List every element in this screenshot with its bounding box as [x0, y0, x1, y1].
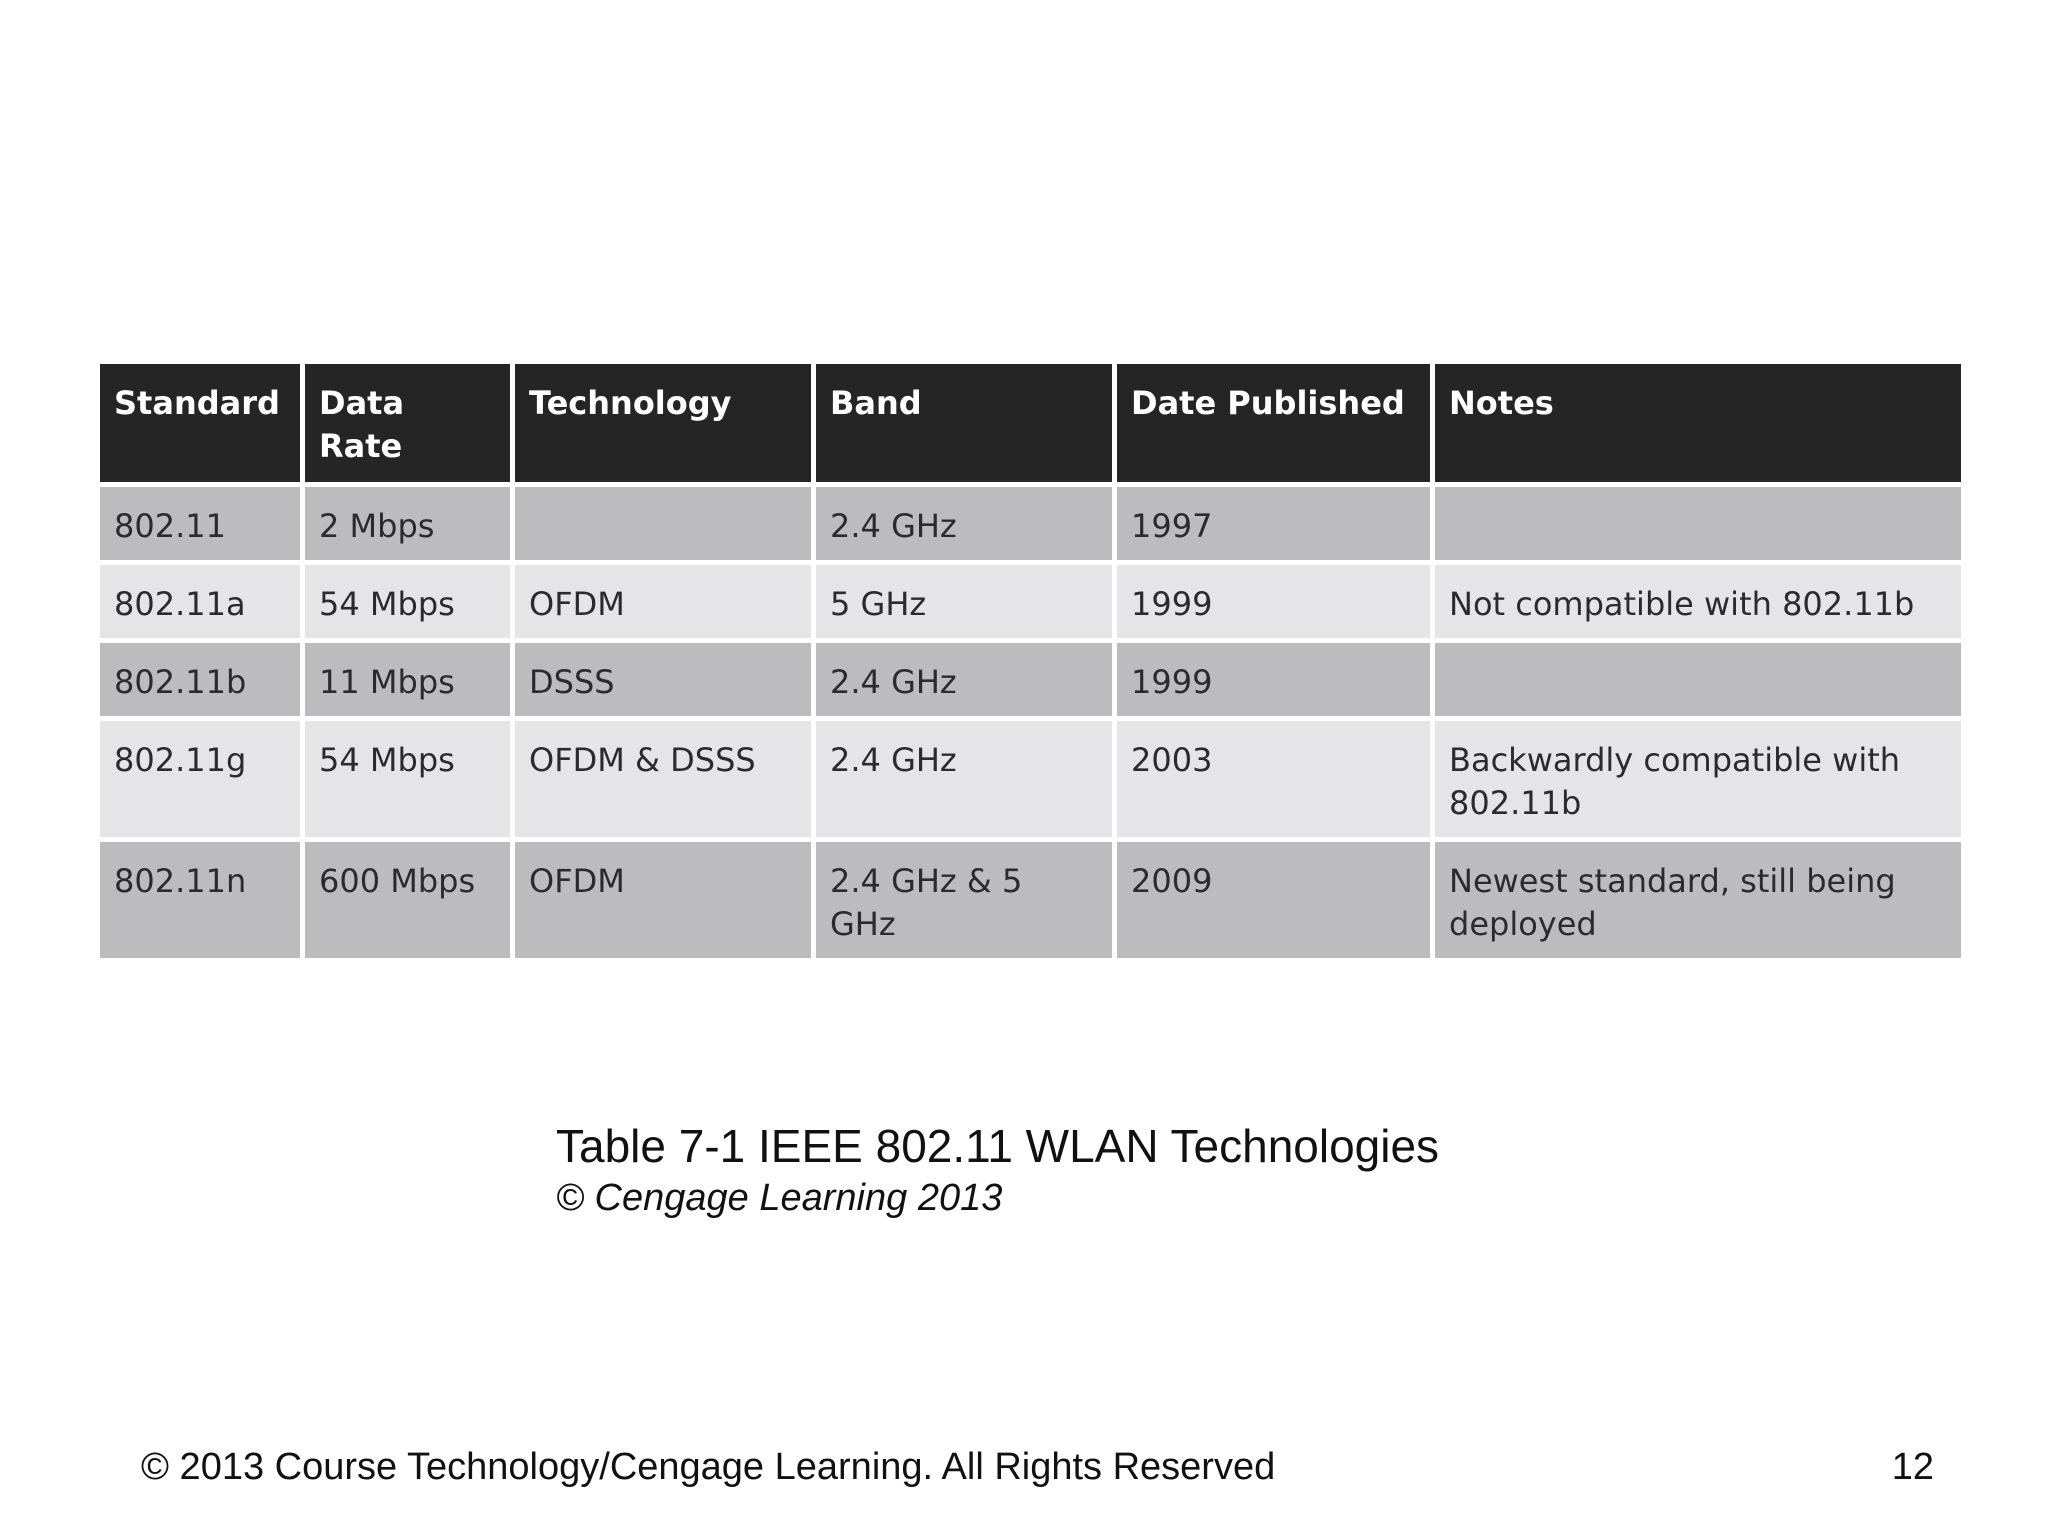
header-notes: Notes	[1435, 364, 1961, 482]
table-header-row	[100, 364, 1961, 482]
cell-technology: OFDM	[515, 842, 811, 958]
cell-standard: 802.11a	[100, 565, 300, 638]
cell-data-rate: 600 Mbps	[305, 842, 510, 958]
cell-date-published: 1997	[1117, 487, 1430, 560]
cell-band: 2.4 GHz	[816, 643, 1112, 716]
table-caption	[556, 1118, 1439, 1222]
cell-notes	[1435, 643, 1961, 716]
cell-band: 2.4 GHz	[816, 721, 1112, 837]
cell-standard: 802.11	[100, 487, 300, 560]
cell-data-rate: 54 Mbps	[305, 565, 510, 638]
cell-standard: 802.11g	[100, 721, 300, 837]
header-band: Band	[816, 364, 1112, 482]
cell-technology: OFDM	[515, 565, 811, 638]
table-row	[100, 842, 1961, 958]
header-date-published: Date Published	[1117, 364, 1430, 482]
cell-band: 5 GHz	[816, 565, 1112, 638]
caption-credit: © Cengage Learning 2013	[556, 1177, 1003, 1219]
header-data-rate: Data Rate	[305, 364, 510, 482]
cell-standard: 802.11b	[100, 643, 300, 716]
cell-data-rate: 2 Mbps	[305, 487, 510, 560]
cell-date-published: 2003	[1117, 721, 1430, 837]
cell-data-rate: 11 Mbps	[305, 643, 510, 716]
cell-notes: Backwardly compatible with 802.11b	[1435, 721, 1961, 837]
wlan-technologies-table	[95, 359, 1966, 963]
cell-technology: OFDM & DSSS	[515, 721, 811, 837]
table-row	[100, 643, 1961, 716]
table-row	[100, 565, 1961, 638]
cell-notes: Newest standard, still being deployed	[1435, 842, 1961, 958]
cell-date-published: 2009	[1117, 842, 1430, 958]
cell-date-published: 1999	[1117, 643, 1430, 716]
cell-band: 2.4 GHz & 5 GHz	[816, 842, 1112, 958]
caption-title: Table 7-1 IEEE 802.11 WLAN Technologies	[556, 1120, 1440, 1172]
table-row	[100, 487, 1961, 560]
cell-technology: DSSS	[515, 643, 811, 716]
cell-date-published: 1999	[1117, 565, 1430, 638]
cell-band: 2.4 GHz	[816, 487, 1112, 560]
page-number: 12	[1891, 1446, 1934, 1488]
table-row	[100, 721, 1961, 837]
cell-technology	[515, 487, 811, 560]
footer-copyright: © 2013 Course Technology/Cengage Learning. All Rights Reserved	[141, 1446, 1276, 1488]
cell-notes: Not compatible with 802.11b	[1435, 565, 1961, 638]
header-standard: Standard	[100, 364, 300, 482]
cell-data-rate: 54 Mbps	[305, 721, 510, 837]
cell-standard: 802.11n	[100, 842, 300, 958]
cell-notes	[1435, 487, 1961, 560]
header-technology: Technology	[515, 364, 811, 482]
